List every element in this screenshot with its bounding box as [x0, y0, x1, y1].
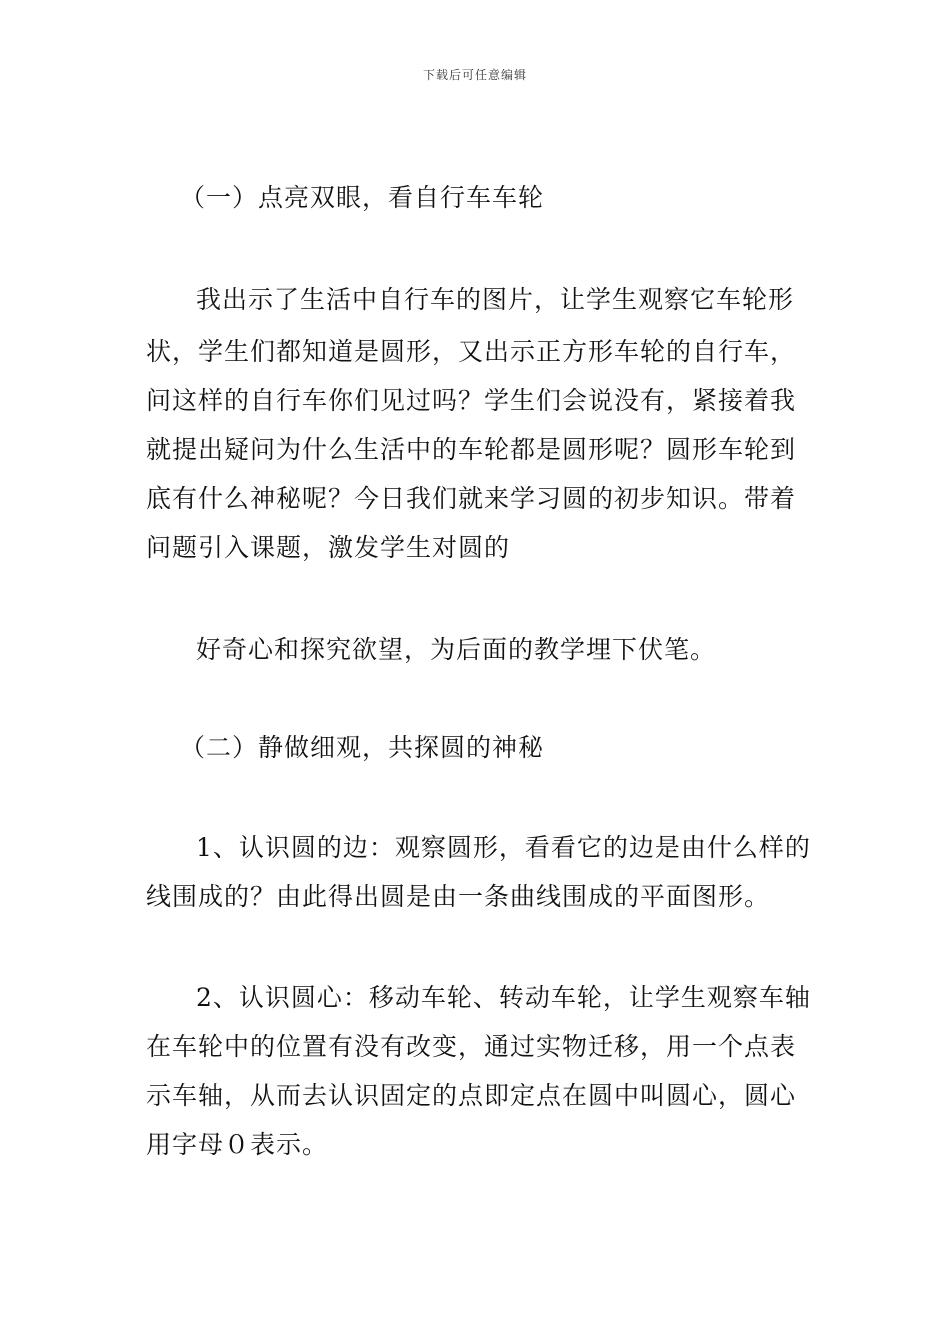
list-item-line: 示车轴，从而去认识固定的点即定点在圆中叫圆心，圆心	[146, 1081, 797, 1110]
section-heading-1: （一）点亮双眼，看自行车车轮	[180, 183, 545, 212]
list-item-line: 用字母０表示。	[146, 1130, 329, 1159]
paragraph-line: 问这样的自行车你们见过吗？学生们会说没有，紧接着我	[146, 386, 797, 415]
list-item-line: 2、认识圆心：移动车轮、转动车轮，让学生观察车轴	[196, 983, 811, 1012]
paragraph-line: 状，学生们都知道是圆形，又出示正方形车轮的自行车，	[146, 337, 797, 366]
paragraph-line: 问题引入课题，激发学生对圆的	[146, 533, 511, 562]
list-item-line: 1、认识圆的边：观察圆形，看看它的边是由什么样的	[196, 833, 811, 862]
section-heading-2: （二）静做细观，共探圆的神秘	[180, 733, 545, 762]
list-item-line: 在车轮中的位置有没有改变，通过实物迁移，用一个点表	[146, 1032, 797, 1061]
paragraph-line: 我出示了生活中自行车的图片，让学生观察它车轮形	[196, 285, 795, 314]
paragraph-line: 就提出疑问为什么生活中的车轮都是圆形呢？圆形车轮到	[146, 435, 797, 464]
list-item-line: 线围成的？由此得出圆是由一条曲线围成的平面图形。	[146, 882, 771, 911]
page-header-note: 下载后可任意编辑	[422, 68, 527, 82]
paragraph-2: 好奇心和探究欲望，为后面的教学埋下伏笔。	[196, 635, 717, 664]
paragraph-line: 底有什么神秘呢？今日我们就来学习圆的初步知识。带着	[146, 484, 797, 513]
